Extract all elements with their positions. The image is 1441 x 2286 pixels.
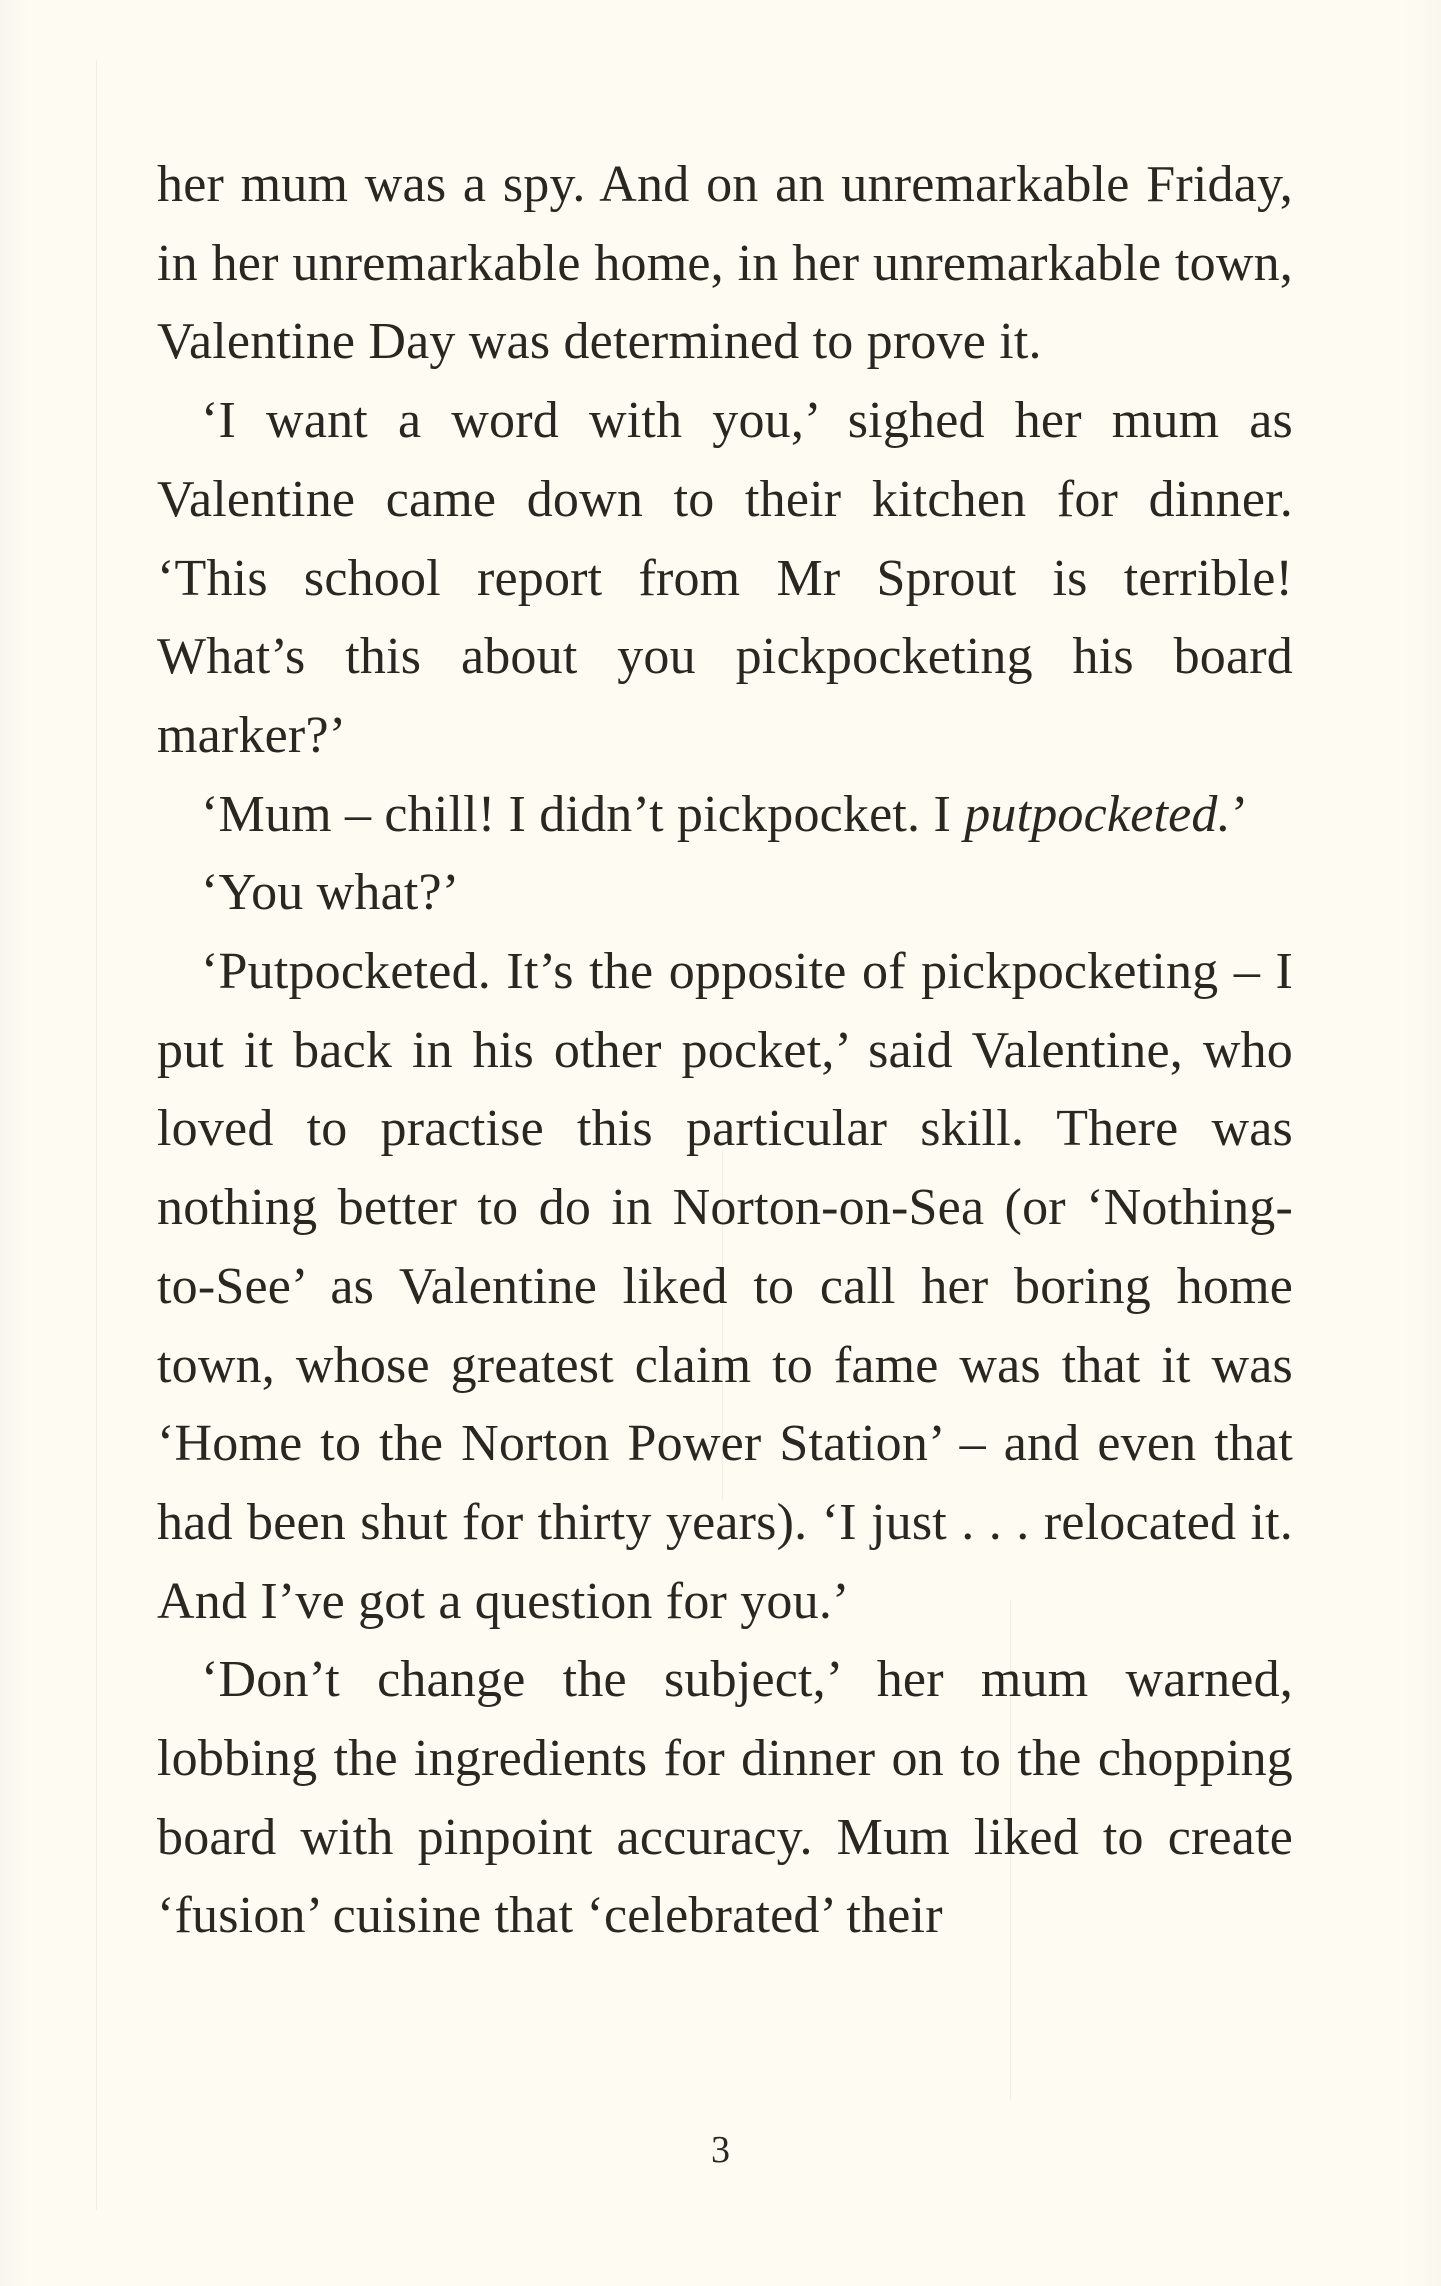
body-text <box>157 146 1293 1956</box>
paper-crease <box>96 60 97 2210</box>
paragraph: ‘I want a word with you,’ sighed her mum as Valentine came down to their kitchen for dinner. ‘This school report from Mr Sprout is terrible! What’s this about you pickpocketing his board marker?’ <box>157 392 1293 764</box>
paragraph: ‘You what?’ <box>201 864 460 922</box>
paragraph: ‘Putpocketed. It’s the opposite of pickpocketing – I put it back in his other pocket,’ said Valentine, who loved to practise this particular skill. There was nothing better to do in Norton-on-Sea (or ‘Nothing-to-See’ as Valentine liked to call her boring home town, whose greatest claim to fame was that it was ‘Home to the Norton Power Station’ – and even that had been shut for thirty years). ‘I just . . . relocated it. And I’ve got a question for you.’ <box>157 943 1293 1630</box>
paragraph: ‘Don’t change the subject,’ her mum warned, lobbing the ingredients for dinner on to the chopping board with pinpoint accuracy. Mum liked to create ‘fusion’ cuisine that ‘celebrated’ their <box>157 1651 1293 1945</box>
paragraph: ‘Mum – chill! I didn’t pickpocket. I putpocketed.’ <box>201 785 1249 843</box>
page-number: 3 <box>711 2129 730 2171</box>
paragraph: her mum was a spy. And on an unremarkable Friday, in her unremarkable home, in her unremarkable town, Valentine Day was determined to prove it. <box>157 156 1293 371</box>
